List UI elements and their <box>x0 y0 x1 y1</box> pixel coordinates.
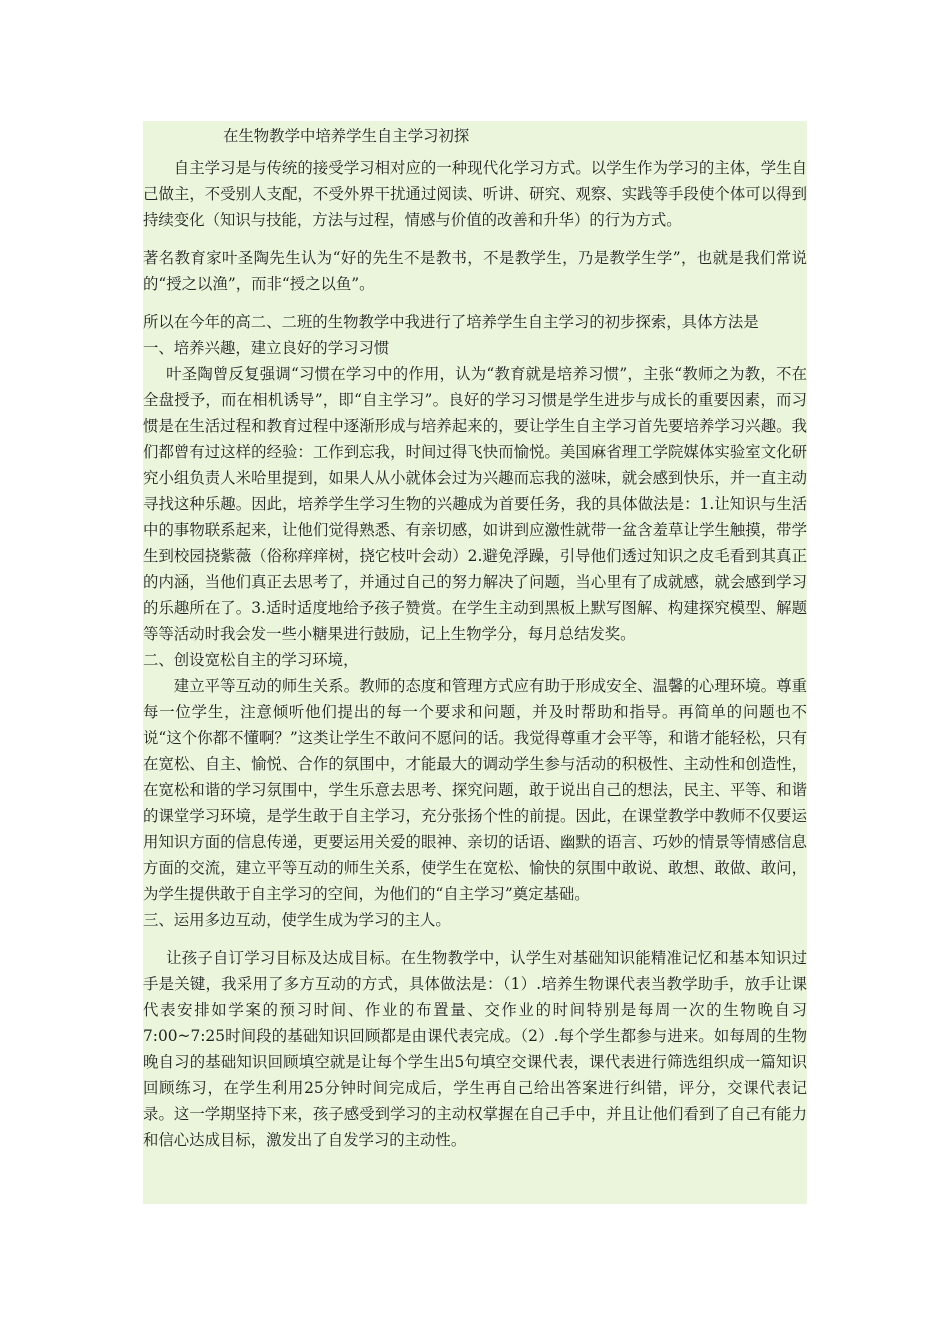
section-2-body: 建立平等互动的师生关系。教师的态度和管理方式应有助于形成安全、温馨的心理环境。尊重每一位学生，注意倾听他们提出的每一个要求和问题，并及时帮助和指导。再简单的问题也不说“这个你都不懂啊？”这类让学生不敢问不愿问的话。我觉得尊重才会平等，和谐才能轻松，只有在宽松、自主、愉悦、合作的氛围中，才能最大的调动学生参与活动的积极性、主动性和创造性，在宽松和谐的学习氛围中，学生乐意去思考、探究问题，敢于说出自己的想法，民主、平等、和谐的课堂学习环境，是学生敢于自主学习，充分张扬个性的前提。因此，在课堂教学中教师不仅要运用知识方面的信息传递，更要运用关爱的眼神、亲切的话语、幽默的语言、巧妙的情景等情感信息方面的交流，建立平等互动的师生关系，使学生在宽松、愉快的氛围中敢说、敢想、敢做、敢问，为学生提供敢于自主学习的空间，为他们的“自主学习”奠定基础。 <box>143 677 807 903</box>
document-title: 在生物教学中培养学生自主学习初探 <box>223 127 470 145</box>
section-2-heading: 二、创设宽松自主的学习环境， <box>143 651 359 669</box>
section-3-body: 让孩子自订学习目标及达成目标。在生物教学中，认学生对基础知识能精准记忆和基本知识过手是关键，我采用了多方互动的方式，具体做法是：（1）.培养生物课代表当教学助手，放手让课代表安排如学案的预习时间、作业的布置量、交作业的时间特别是每周一次的生物晚自习7:00~7:25时间段的基础知识回顾都是由课代表完成。（2）.每个学生都参与进来。如每周的生物晚自习的基础知识回顾填空就是让每个学生出5句填空交课代表，课代表进行筛选组织成一篇知识回顾练习，在学生利用25分钟时间完成后，学生再自己给出答案进行纠错，评分，交课代表记录。这一学期坚持下来，孩子感受到学习的主动权掌握在自己手中，并且让他们看到了自己有能力和信心达成目标，激发出了自发学习的主动性。 <box>143 949 807 1149</box>
paragraph-quote: 著名教育家叶圣陶先生认为“好的先生不是教书，不是教学生，乃是教学生学”，也就是我们常说的“授之以渔”，而非“授之以鱼”。 <box>143 249 807 293</box>
section-1-heading: 一、培养兴趣，建立良好的学习习惯 <box>143 339 390 357</box>
section-1-body: 叶圣陶曾反复强调“习惯在学习中的作用，认为“教育就是培养习惯”，主张“教师之为教，不在全盘授予，而在相机诱导”，即“自主学习”。良好的学习习惯是学生进步与成长的重要因素，而习惯是在生活过程和教育过程中逐渐形成与培养起来的，要让学生自主学习首先要培养学习兴趣。我们都曾有过这样的经验：工作到忘我，时间过得飞快而愉悦。美国麻省理工学院媒体实验室文化研究小组负责人米哈里提到，如果人从小就体会过为兴趣而忘我的滋味，就会感到快乐，并一直主动寻找这种乐趣。因此，培养学生学习生物的兴趣成为首要任务，我的具体做法是：1.让知识与生活中的事物联系起来，让他们觉得熟悉、有亲切感，如讲到应激性就带一盆含羞草让学生触摸，带学生到校园挠紫薇（俗称痒痒树，挠它枝叶会动）2.避免浮躁，引导他们透过知识之皮毛看到其真正的内涵，当他们真正去思考了，并通过自己的努力解决了问题，当心里有了成就感，就会感到学习的乐趣所在了。3.适时适度地给予孩子赞赏。在学生主动到黑板上默写图解、构建探究模型、解题等等活动时我会发一些小糖果进行鼓励，记上生物学分，每月总结发奖。 <box>143 365 807 643</box>
paragraph-method-intro: 所以在今年的高二、二班的生物教学中我进行了培养学生自主学习的初步探索，具体方法是 <box>143 313 759 331</box>
document-body <box>143 121 807 1204</box>
section-3-heading: 三、运用多边互动，使学生成为学习的主人。 <box>143 911 451 929</box>
paragraph-intro: 自主学习是与传统的接受学习相对应的一种现代化学习方式。以学生作为学习的主体，学生自己做主，不受别人支配，不受外界干扰通过阅读、听讲、研究、观察、实践等手段使个体可以得到持续变化（知识与技能，方法与过程，情感与价值的改善和升华）的行为方式。 <box>143 159 807 229</box>
